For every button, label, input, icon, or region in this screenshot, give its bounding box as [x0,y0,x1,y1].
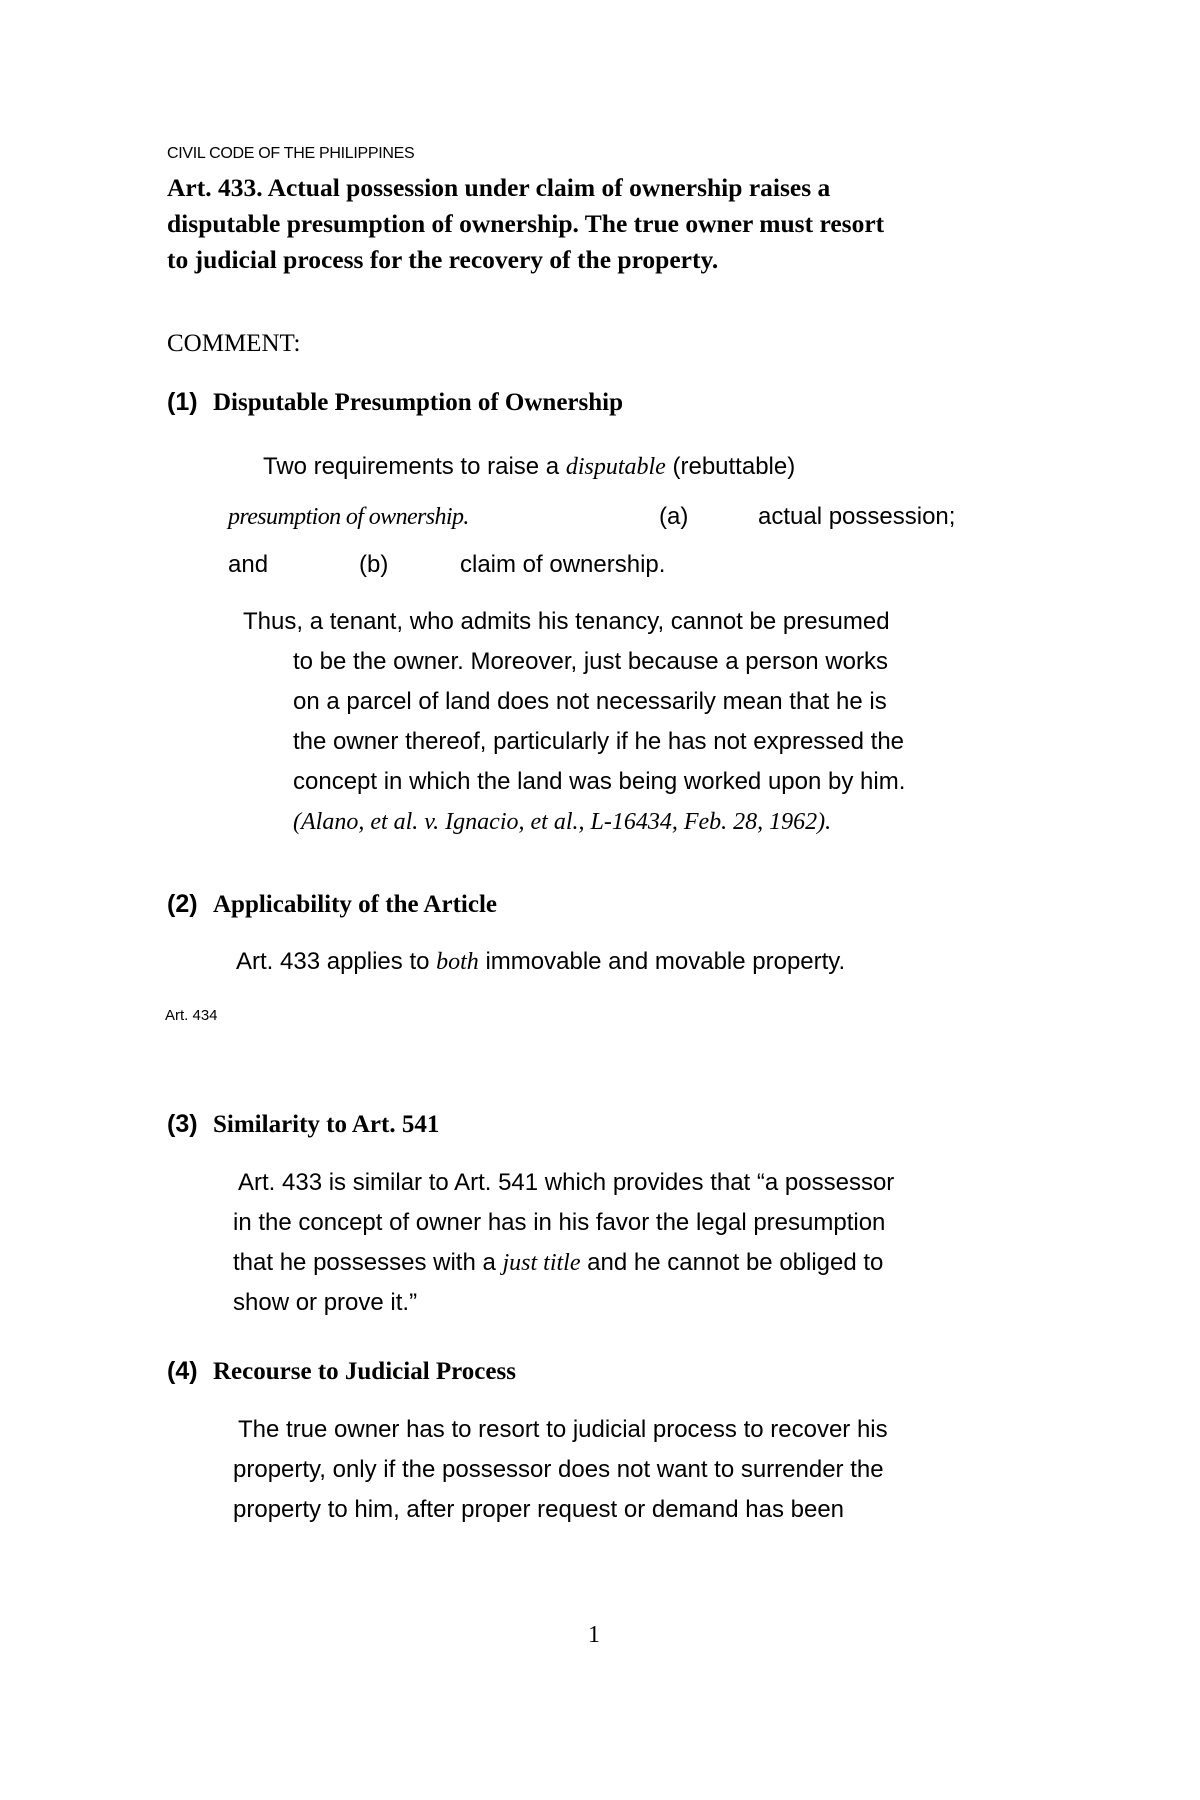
req-and-text: and [228,551,269,578]
tenant-paragraph [243,602,905,842]
applicability-both: both [436,949,479,975]
section-title: Recourse to Judicial Process [213,1358,516,1385]
comment-label: COMMENT: [167,330,301,357]
section-title: Disputable Presumption of Ownership [213,389,624,416]
section-number: (2) [167,890,198,918]
article-title-line: to judicial process for the recovery of the property. [167,245,719,274]
req-disputable-text: disputable [565,454,666,480]
article-title-line: disputable presumption of ownership. The true owner must resort [167,209,885,238]
line3-post: and he cannot be obliged to [580,1249,884,1276]
section-heading-4 [167,1357,516,1386]
running-footer: Art. 434 [165,1007,218,1024]
requirement-a-line [228,497,1028,537]
paragraph-line: The true owner has to resort to judicial process to recover his [238,1416,888,1443]
line3-pre: that he possesses with a [233,1249,503,1276]
section-heading-1 [167,388,623,417]
recourse-paragraph [233,1410,888,1530]
section-heading-3 [167,1110,439,1139]
req-rebuttable-text: (rebuttable) [665,453,796,480]
requirements-intro [263,447,795,487]
similarity-paragraph [233,1163,894,1323]
paragraph-line: concept in which the land was being worked upon by him. [293,768,906,795]
req-b-label: (b) [359,551,389,578]
section-title: Applicability of the Article [213,891,497,918]
paragraph-line: to be the owner. Moreover, just because a person works [293,648,888,675]
page-number: 1 [588,1622,600,1648]
article-title [167,170,1067,278]
paragraph-line: property to him, after proper request or demand has been [233,1496,845,1523]
req-intro-text: Two requirements to raise a [263,453,566,480]
section-number: (1) [167,388,198,416]
applicability-paragraph [236,942,845,982]
paragraph-line: the owner thereof, particularly if he has not expressed the [293,728,905,755]
paragraph-line [233,1243,894,1283]
paragraph-line: on a parcel of land does not necessarily mean that he is [293,688,887,715]
case-citation: (Alano, et al. v. Ignacio, et al., L-16434, Feb. 28, 1962). [293,809,832,835]
running-header: CIVIL CODE OF THE PHILIPPINES [167,145,415,162]
req-a-text: actual possession; [758,503,956,530]
req-a-label: (a) [659,503,689,530]
req-presumption-text: presumption of ownership. [228,504,469,530]
requirement-b-line [228,545,1028,585]
paragraph-line: Art. 433 is similar to Art. 541 which provides that “a possessor [238,1169,895,1196]
applicability-post: immovable and movable property. [478,948,846,975]
paragraph-line: in the concept of owner has in his favor the legal presumption [233,1209,886,1236]
just-title-text: just title [502,1250,581,1276]
paragraph-line: show or prove it.” [233,1289,418,1316]
paragraph-line: Thus, a tenant, who admits his tenancy, cannot be presumed [243,608,890,635]
section-title: Similarity to Art. 541 [213,1111,440,1138]
article-title-line: Art. 433. Actual possession under claim of ownership raises a [167,173,831,202]
paragraph-line: property, only if the possessor does not want to surrender the [233,1456,884,1483]
req-b-text: claim of ownership. [460,551,666,578]
section-heading-2 [167,890,497,919]
section-number: (4) [167,1357,198,1385]
section-number: (3) [167,1110,198,1138]
applicability-pre: Art. 433 applies to [236,948,437,975]
